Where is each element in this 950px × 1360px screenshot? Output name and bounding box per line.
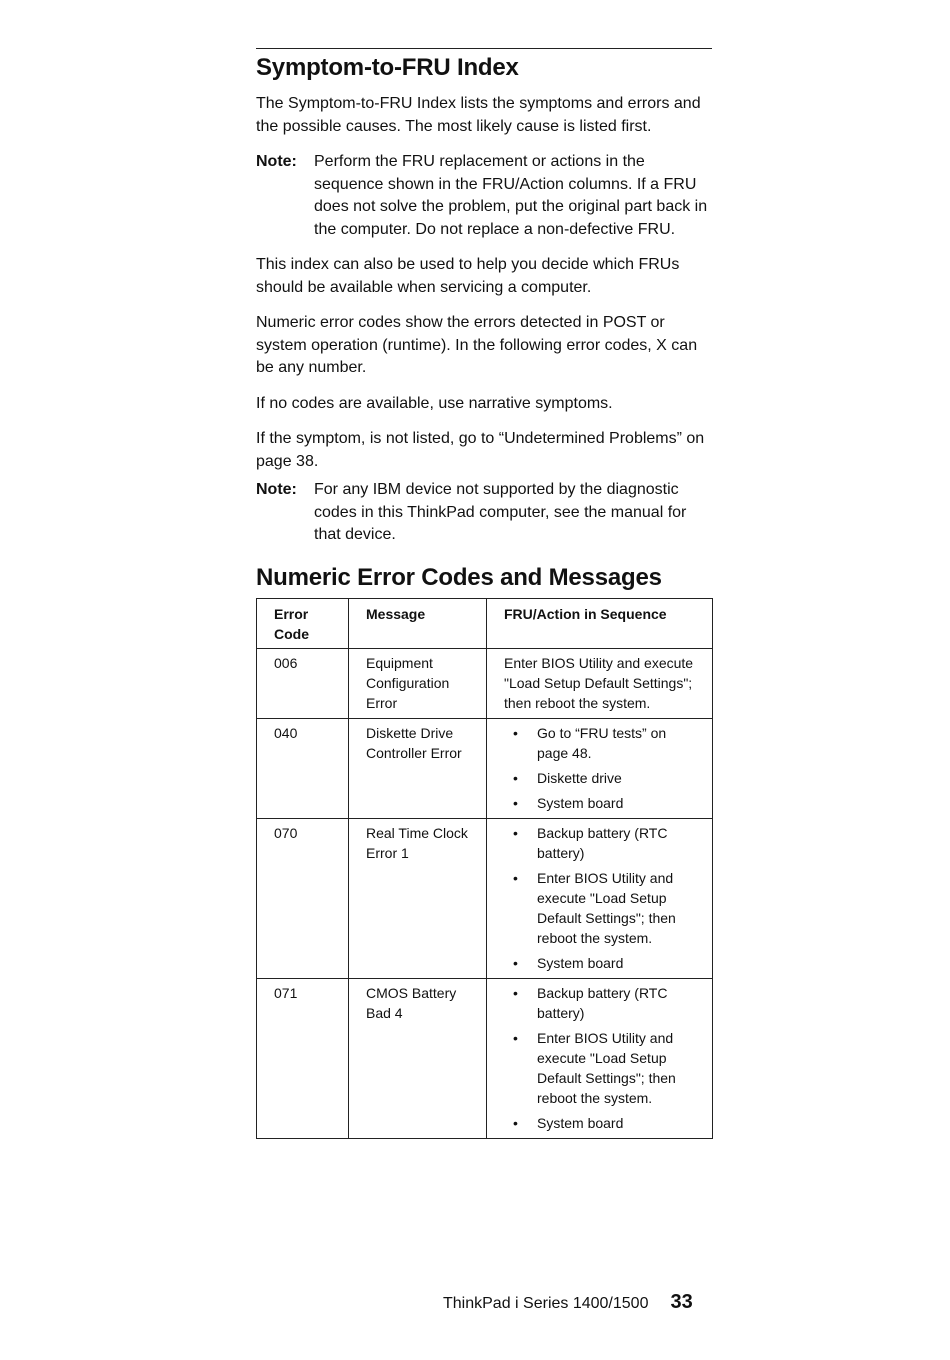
cell-fru-action — [487, 978, 713, 1138]
cell-fru-action: Enter BIOS Utility and execute "Load Setup Default Settings"; then reboot the system. — [487, 648, 713, 718]
cell-message: Diskette Drive Controller Error — [349, 718, 487, 818]
fru-list-item — [504, 1113, 700, 1133]
table-row — [257, 648, 713, 718]
fru-list — [504, 823, 700, 973]
cell-error-code: 006 — [257, 648, 349, 718]
note-1-label: Note: — [256, 153, 297, 170]
fru-list-item — [504, 723, 700, 763]
fru-list-item — [504, 983, 700, 1023]
cell-fru-action — [487, 818, 713, 978]
heading-numeric-error-codes: Numeric Error Codes and Messages — [256, 563, 662, 591]
page-content — [256, 48, 712, 1139]
bullet-icon: • — [513, 869, 518, 886]
note-2-text: For any IBM device not supported by the diagnostic codes in this ThinkPad computer, see the manual for that device. — [314, 481, 687, 543]
heading-symptom-to-fru-index: Symptom-to-FRU Index — [256, 54, 519, 81]
table-header-row — [257, 598, 713, 648]
fru-list-item — [504, 1028, 700, 1108]
fru-item-text: Diskette drive — [537, 769, 622, 786]
fru-list-item — [504, 823, 700, 863]
fru-list-item — [504, 768, 700, 788]
fru-list-item — [504, 793, 700, 813]
bullet-icon: • — [513, 954, 518, 971]
intro-paragraph: The Symptom-to-FRU Index lists the symptoms and errors and the possible causes. The most likely cause is listed first. — [256, 95, 701, 135]
fru-item-text: System board — [537, 794, 624, 811]
header-message: Message — [349, 598, 487, 648]
header-fru-action: FRU/Action in Sequence — [487, 598, 713, 648]
bullet-icon: • — [513, 769, 518, 786]
note-1-text: Perform the FRU replacement or actions in the sequence shown in the FRU/Action columns. If a FRU does not solve the problem, put the original part back in the computer. Do not replace a non-defective FRU. — [314, 153, 708, 238]
symptom-not-listed-paragraph: If the symptom, is not listed, go to “Undetermined Problems” on page 38. — [256, 430, 705, 470]
note-1 — [256, 151, 712, 241]
table-row — [257, 718, 713, 818]
note-2-label: Note: — [256, 481, 297, 498]
cell-message: CMOS Battery Bad 4 — [349, 978, 487, 1138]
table-row — [257, 818, 713, 978]
fru-item-text: Enter BIOS Utility and execute "Load Setup Default Settings"; then reboot the system. — [537, 869, 676, 946]
index-paragraph: This index can also be used to help you decide which FRUs should be available when servicing a computer. — [256, 256, 680, 296]
numeric-codes-paragraph: Numeric error codes show the errors detected in POST or system operation (runtime). In the following error codes, X can be any number. — [256, 314, 698, 376]
bullet-icon: • — [513, 1029, 518, 1046]
fru-item-text: Go to “FRU tests” on page 48. — [537, 724, 667, 761]
bullet-icon: • — [513, 794, 518, 811]
cell-fru-action — [487, 718, 713, 818]
bullet-icon: • — [513, 984, 518, 1001]
bullet-icon: • — [513, 1114, 518, 1131]
bullet-icon: • — [513, 824, 518, 841]
fru-list-item — [504, 953, 700, 973]
fru-item-text: System board — [537, 954, 624, 971]
cell-error-code: 040 — [257, 718, 349, 818]
page-number: 33 — [670, 1291, 693, 1313]
fru-item-text: Enter BIOS Utility and execute "Load Setup Default Settings"; then reboot the system. — [537, 1029, 676, 1106]
note-2 — [256, 479, 712, 547]
cell-error-code: 070 — [257, 818, 349, 978]
cell-message: Equipment Configuration Error — [349, 648, 487, 718]
fru-list-item — [504, 868, 700, 948]
bullet-icon: • — [513, 724, 518, 741]
top-rule — [256, 48, 712, 49]
table-row — [257, 978, 713, 1138]
fru-list — [504, 723, 700, 813]
fru-item-text: Backup battery (RTC battery) — [537, 984, 668, 1021]
fru-item-text: Backup battery (RTC battery) — [537, 824, 668, 861]
header-error-code: Error Code — [257, 598, 349, 648]
footer-title: ThinkPad i Series 1400/1500 — [443, 1295, 649, 1312]
fru-item-text: System board — [537, 1114, 624, 1131]
cell-error-code: 071 — [257, 978, 349, 1138]
page-footer — [443, 1290, 693, 1316]
no-codes-paragraph: If no codes are available, use narrative symptoms. — [256, 394, 613, 412]
error-codes-table — [256, 598, 713, 1139]
cell-message: Real Time Clock Error 1 — [349, 818, 487, 978]
fru-list — [504, 983, 700, 1133]
